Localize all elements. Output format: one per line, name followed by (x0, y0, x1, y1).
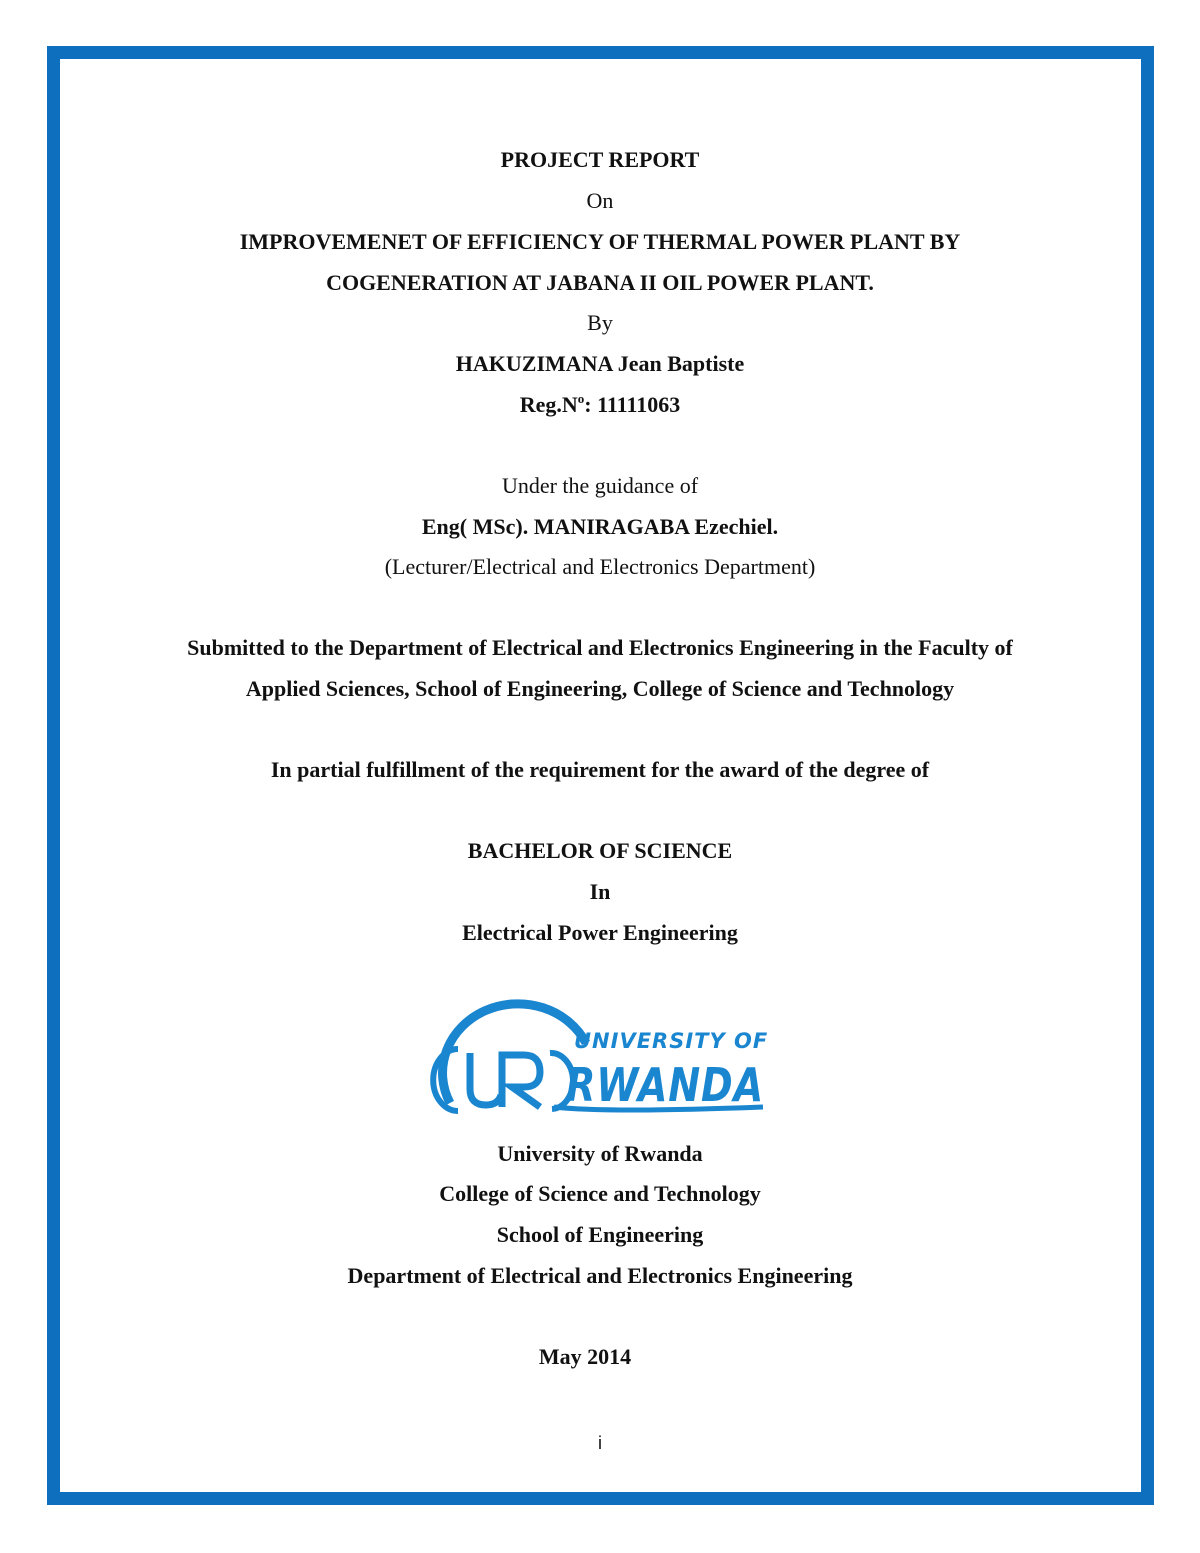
logo-letter-r (502, 1055, 540, 1107)
title-line-1: IMPROVEMENET OF EFFICIENCY OF THERMAL POWER PLANT BY (239, 229, 961, 254)
logo-letter-u (470, 1053, 501, 1105)
report-date: May 2014 (538, 1344, 632, 1369)
reg-prefix: Reg.N (519, 392, 578, 417)
logo-text-top: UNIVERSITY OF (574, 1029, 769, 1053)
submission-line-1: Submitted to the Department of Electrical and Electronics Engineering in the Faculty of (187, 635, 1013, 660)
supervisor-role: (Lecturer/Electrical and Electronics Department) (384, 554, 816, 579)
title-line-2: COGENERATION AT JABANA II OIL POWER PLANT. (326, 270, 874, 295)
author-name: HAKUZIMANA Jean Baptiste (455, 351, 745, 376)
college-name: College of Science and Technology (439, 1181, 761, 1206)
logo-text-bottom: RWANDA (566, 1058, 764, 1112)
degree-field: Electrical Power Engineering (462, 920, 738, 945)
degree-name: BACHELOR OF SCIENCE (467, 838, 733, 863)
submission-line-2: Applied Sciences, School of Engineering, College of Science and Technology (245, 676, 955, 701)
by-label: By (587, 310, 613, 335)
reg-superscript: o (577, 391, 585, 406)
on-label: On (586, 188, 614, 213)
report-type: PROJECT REPORT (500, 147, 700, 172)
university-logo-graphic (428, 1003, 773, 1119)
degree-in: In (589, 879, 611, 904)
school-name: School of Engineering (496, 1222, 704, 1247)
guidance-intro: Under the guidance of (501, 473, 699, 498)
reg-value: : 11111063 (584, 392, 681, 417)
page-number: i (598, 1433, 602, 1453)
fulfillment-statement: In partial fulfillment of the requirement for the award of the degree of (270, 757, 930, 782)
university-name: University of Rwanda (497, 1141, 703, 1166)
university-logo (428, 1003, 773, 1119)
department-name: Department of Electrical and Electronics Engineering (347, 1263, 853, 1288)
registration-number (0, 392, 1200, 418)
supervisor-name: Eng( MSc). MANIRAGABA Ezechiel. (421, 514, 779, 539)
